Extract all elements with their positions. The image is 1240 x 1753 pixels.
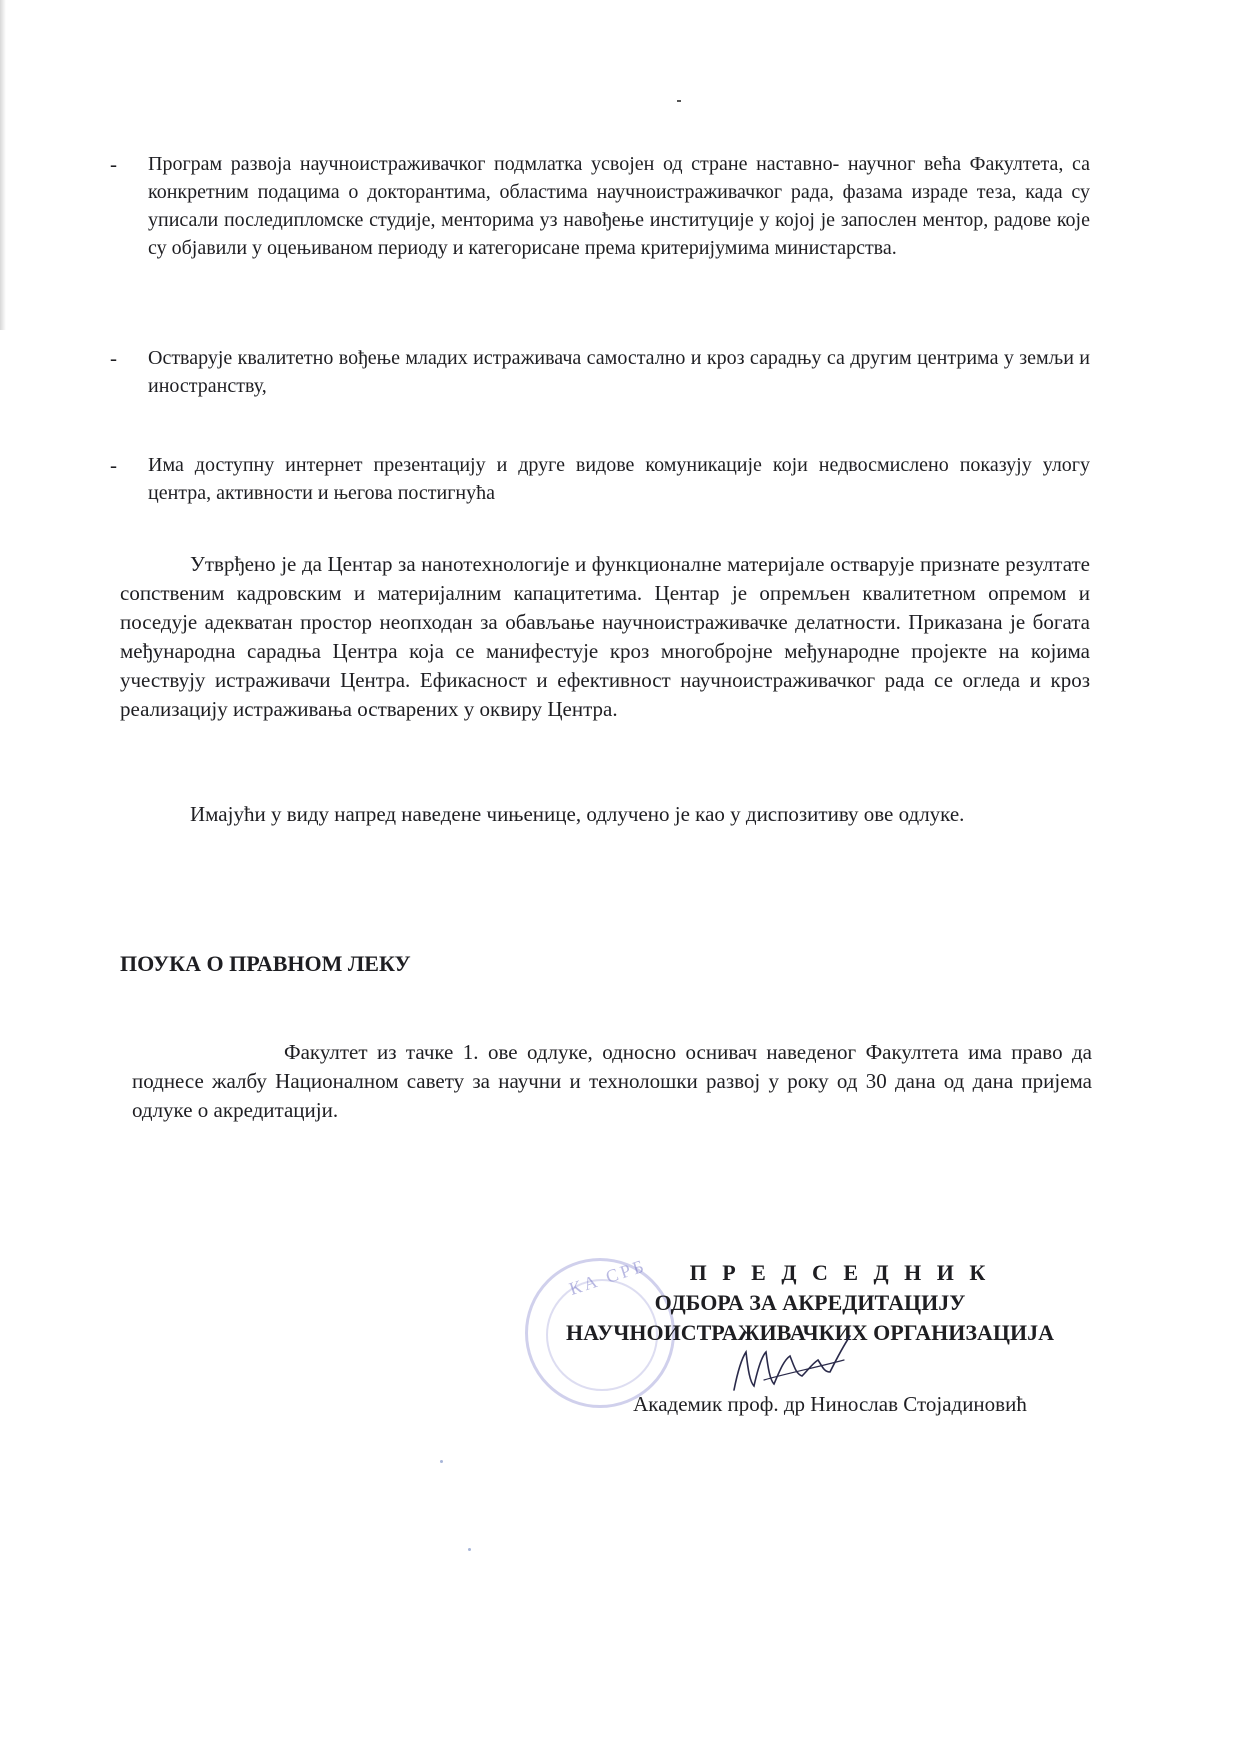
page-mark xyxy=(677,100,681,102)
bullet-item-young-researchers xyxy=(110,344,1090,400)
bullet-text: Остварује квалитетно вођење младих истраживача самостално и кроз сарадњу са другим центрима у земљи и иностранству, xyxy=(148,347,1090,397)
bullet-text: Програм развоја научноистраживачког подмлатка усвојен од стране наставно- научног већа Факултета, са конкретним подацима о докторантима, областима научноистраживачког рада, фазама израде теза, када су уписали последипломске студије, менторима уз навођење институције у којој је запослен ментор, радове које су објавили у оцењиваном периоду и категорисане према критеријумима министарства. xyxy=(148,153,1090,259)
scan-speck xyxy=(440,1460,443,1463)
paragraph-conclusion: Имајући у виду напред наведене чињенице, одлучено је као у диспозитиву ове одлуке. xyxy=(190,802,965,826)
stamp-text: КА СРБ xyxy=(566,1255,649,1299)
bullet-dash: - xyxy=(110,152,117,176)
organizations-line: НАУЧНОИСТРАЖИВАЧКИХ ОРГАНИЗАЦИЈА xyxy=(566,1320,1054,1345)
bullet-dash: - xyxy=(110,346,117,370)
scan-edge-shadow xyxy=(0,0,6,330)
legal-remedy-heading: ПОУКА О ПРАВНОМ ЛЕКУ xyxy=(120,951,411,976)
president-title: П Р Е Д С Е Д Н И К xyxy=(689,1260,991,1285)
bullet-item-internet-presentation xyxy=(110,451,1090,507)
bullet-item-research-program xyxy=(110,150,1090,262)
bullet-dash: - xyxy=(110,453,117,477)
committee-line: ОДБОРА ЗА АКРЕДИТАЦИЈУ xyxy=(654,1290,966,1315)
signer-name: Академик проф. др Нинослав Стојадиновић xyxy=(633,1392,1027,1416)
scan-speck xyxy=(468,1548,471,1551)
bullet-text: Има доступну интернет презентацију и друге видове комуникације који недвосмислено показују улогу центра, активности и његова постигнућа xyxy=(148,454,1090,504)
paragraph-findings: Утврђено је да Центар за нанотехнологије и функционалне материјале остварује признате резултате сопственим кадровским и материјалним капацитетима. Центар је опремљен квалитетном опремом и поседује адекватан простор неопходан за обављање научноистраживачке делатности. Приказана је богата међународна сарадња Центра која се манифестује кроз многобројне међународне пројекте на којима учествују истраживачи Центра. Ефикасност и ефективност научноистраживачког рада се огледа и кроз реализацију истраживања остварених у оквиру Центра. xyxy=(120,552,1090,721)
legal-remedy-text: Факултет из тачке 1. ове одлуке, односно оснивач наведеног Факултета има право да поднесе жалбу Националном савету за научни и технолошки развој у року од 30 дана од дана пријема одлуке о акредитацији. xyxy=(132,1040,1092,1122)
